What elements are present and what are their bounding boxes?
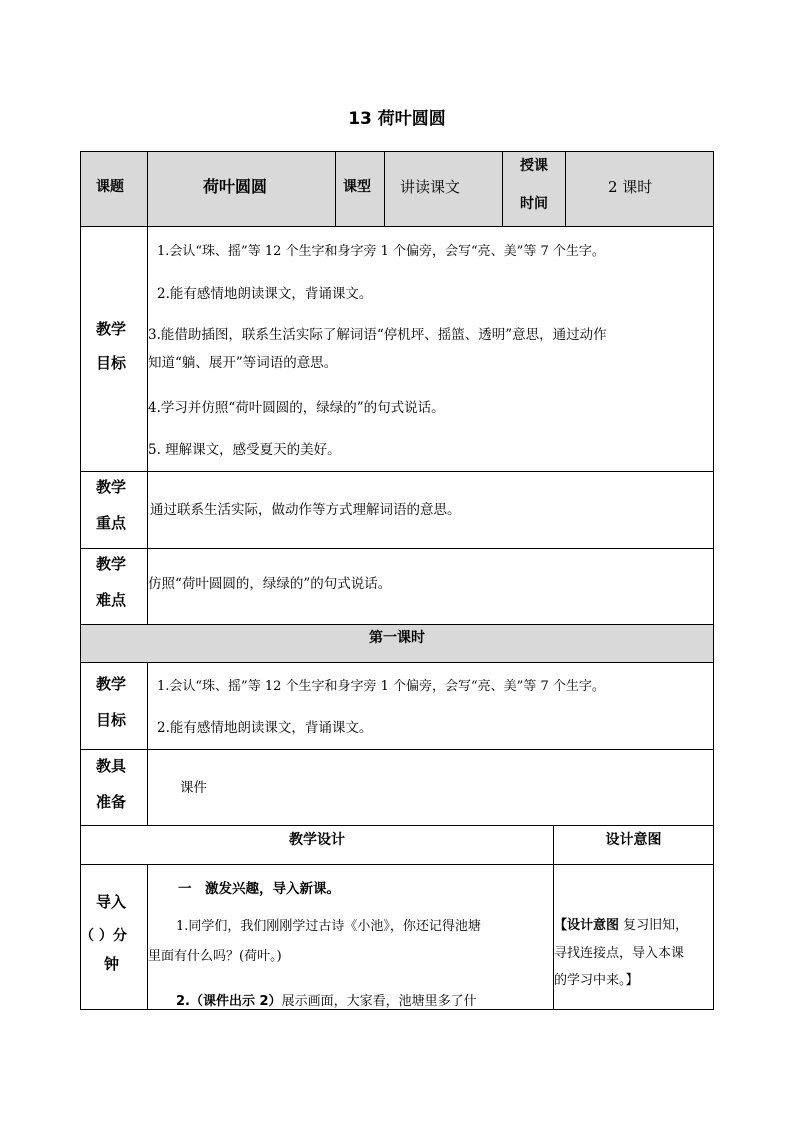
intent-header: 设计意图 — [605, 832, 662, 848]
difficulties-label-1: 教学 — [96, 555, 127, 573]
objective-item: 1.会认“珠、摇”等 12 个生字和身字旁 1 个偏旁，会写“亮、美”等 7 个生字。 — [157, 244, 605, 259]
difficulties-label-2: 难点 — [96, 591, 127, 609]
materials-text: 课件 — [180, 780, 207, 796]
materials-label-2: 准备 — [96, 793, 127, 811]
intro-paragraph: 1.同学们，我们刚刚学过古诗《小池》，你还记得池塘 — [176, 919, 481, 934]
intro-heading: 一 激发兴趣，导入新课。 — [178, 881, 340, 897]
objectives-content-cell — [147, 226, 714, 472]
topic-label: 课题 — [96, 179, 124, 195]
objective-item: 2.能有感情地朗读课文，背诵课文。 — [157, 286, 373, 302]
intent-text: 复习旧知， — [619, 918, 689, 933]
intro-paragraph-rest: 展示画面，大家看，池塘里多了什 — [281, 994, 477, 1009]
objectives-label-cell — [80, 226, 148, 472]
objectives-label-1: 教学 — [96, 320, 127, 338]
intro-label-3: 钟 — [104, 955, 120, 973]
intro-intent-line — [554, 914, 688, 933]
lesson-objectives-label-1: 教学 — [96, 675, 127, 693]
intent-marker: 【设计意图 — [554, 918, 620, 933]
objective-item: 3.能借助插图，联系生活实际了解词语“停机坪、摇篮、透明”意思，通过动作 — [148, 327, 607, 343]
materials-content-cell — [147, 749, 714, 826]
time-label-1: 授课 — [520, 158, 548, 174]
type-label: 课型 — [343, 179, 371, 195]
objective-item: 5. 理解课文，感受夏天的美好。 — [148, 442, 341, 458]
key-points-label-2: 重点 — [96, 514, 127, 532]
intro-intent-line: 的学习中来。】 — [554, 973, 639, 988]
intro-label-1: 导入 — [96, 893, 127, 911]
first-lesson-heading: 第一课时 — [369, 630, 425, 646]
difficulties-text: 仿照“荷叶圆圆的，绿绿的”的句式说话。 — [148, 576, 392, 592]
objective-item: 知道“躺、展开”等词语的意思。 — [148, 355, 338, 371]
design-header: 教学设计 — [289, 832, 345, 848]
topic-value: 荷叶圆圆 — [203, 177, 268, 196]
intro-paragraph — [176, 990, 477, 1009]
intro-label-2: （ ）分 — [80, 928, 127, 944]
time-value: 2 课时 — [608, 178, 653, 196]
courseware-label: 2.（课件出示 2） — [176, 994, 282, 1009]
document-title: 13 荷叶圆圆 — [348, 109, 446, 129]
time-label-2: 时间 — [520, 196, 548, 212]
objective-item: 4.学习并仿照“荷叶圆圆的，绿绿的”的句式说话。 — [148, 400, 445, 416]
materials-label-1: 教具 — [96, 757, 127, 775]
objectives-label-2: 目标 — [96, 354, 127, 372]
lesson-objective-item: 2.能有感情地朗读课文，背诵课文。 — [157, 720, 373, 736]
intro-intent-line: 寻找连接点，导入本课 — [554, 946, 685, 961]
lesson-objective-item: 1.会认“珠、摇”等 12 个生字和身字旁 1 个偏旁，会写“亮、美”等 7 个生字。 — [157, 679, 605, 694]
intro-paragraph: 里面有什么吗？(荷叶。) — [148, 949, 282, 964]
intro-intent-cell — [553, 864, 714, 1010]
lesson-objectives-label-2: 目标 — [96, 711, 127, 729]
key-points-label-1: 教学 — [96, 478, 127, 496]
key-points-text: 通过联系生活实际，做动作等方式理解词语的意思。 — [150, 502, 461, 518]
type-value: 讲读课文 — [400, 178, 461, 196]
